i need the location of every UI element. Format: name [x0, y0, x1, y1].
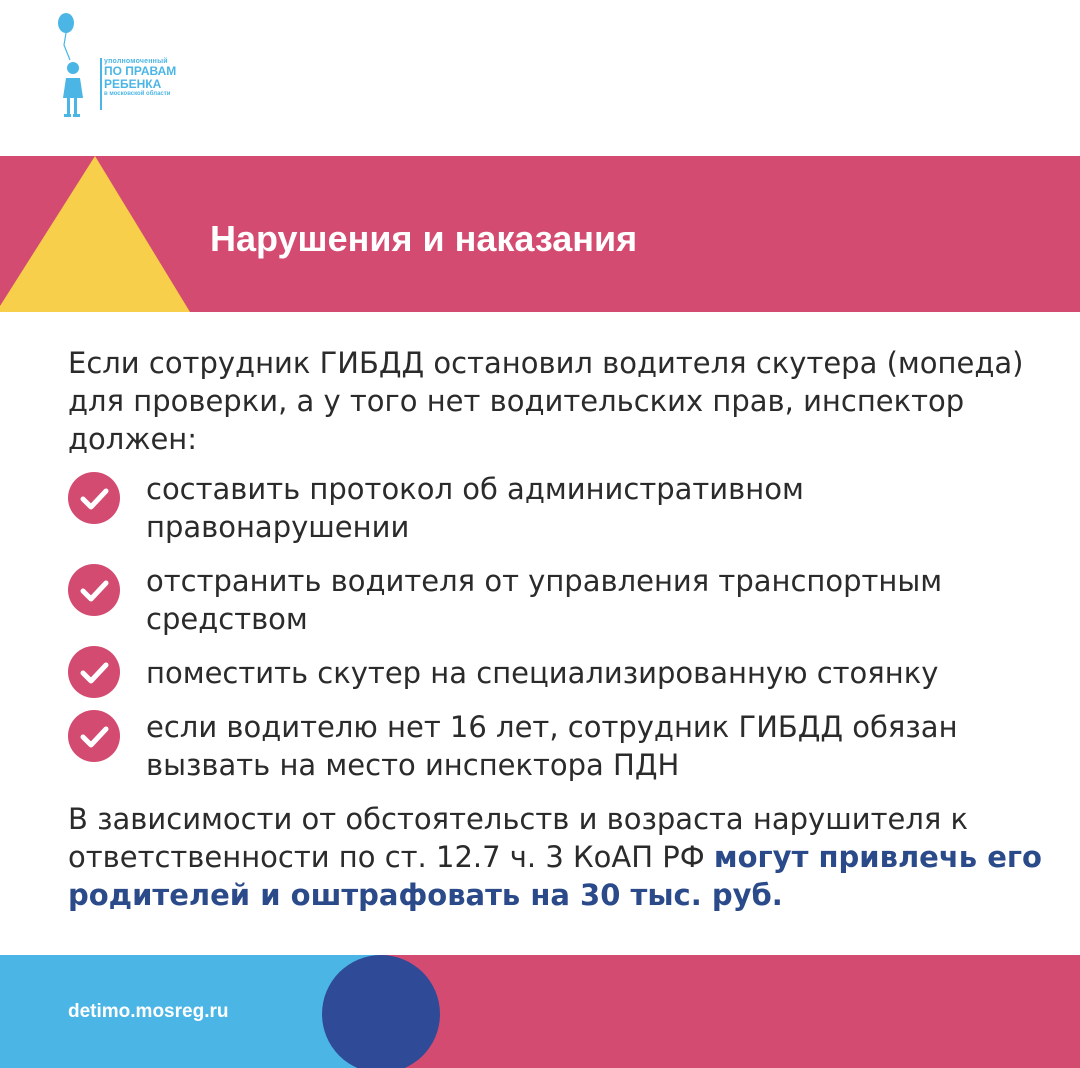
list-item: [68, 470, 1058, 546]
checkmark-icon: [68, 564, 120, 616]
outro-text: [68, 800, 1058, 914]
content: [68, 344, 1058, 943]
outro-emphasis: могут привлечь его родителей и оштрафовать на 30 тыс. руб.: [68, 840, 1042, 912]
logo-line-2: ПО ПРАВАМ: [104, 64, 177, 79]
logo-line-3: РЕБЕНКА: [104, 76, 162, 91]
logo-divider: [100, 58, 102, 110]
list-item-text: если водителю нет 16 лет, сотрудник ГИБДД обязан вызвать на место инспектора ПДН: [146, 710, 958, 782]
footer-pink-panel: [380, 955, 1080, 1068]
outro-plain: В зависимости от обстоятельств и возраста нарушителя к ответственности по ст. 12.7 ч. 3 КоАП РФ: [68, 802, 969, 874]
checkmark-icon: [68, 710, 120, 762]
logo: [52, 10, 202, 125]
logo-text: [104, 58, 176, 97]
yellow-triangle-decoration: [0, 156, 200, 312]
logo-line-1: уполномоченный: [104, 58, 168, 65]
logo-line-4: в московской области: [104, 90, 171, 97]
list-item-text: составить протокол об административном правонарушении: [146, 472, 804, 544]
list-item: [68, 654, 1058, 692]
girl-with-balloon-icon: [52, 10, 112, 125]
checkmark-icon: [68, 472, 120, 524]
list-item: [68, 708, 1058, 784]
footer-circle-decoration: [322, 955, 440, 1068]
footer-website-link[interactable]: detimo.mosreg.ru: [68, 1001, 229, 1022]
list-item-text: поместить скутер на специализированную стоянку: [146, 656, 939, 690]
list-item: [68, 562, 1058, 638]
list-item-text: отстранить водителя от управления транспортным средством: [146, 564, 943, 636]
page-title: Нарушения и наказания: [210, 218, 638, 259]
header-band: [0, 156, 1080, 312]
intro-text: Если сотрудник ГИБДД остановил водителя скутера (мопеда) для проверки, а у того нет водительских прав, инспектор должен:: [68, 346, 1024, 456]
footer: [0, 955, 1080, 1068]
checkmark-icon: [68, 646, 120, 698]
